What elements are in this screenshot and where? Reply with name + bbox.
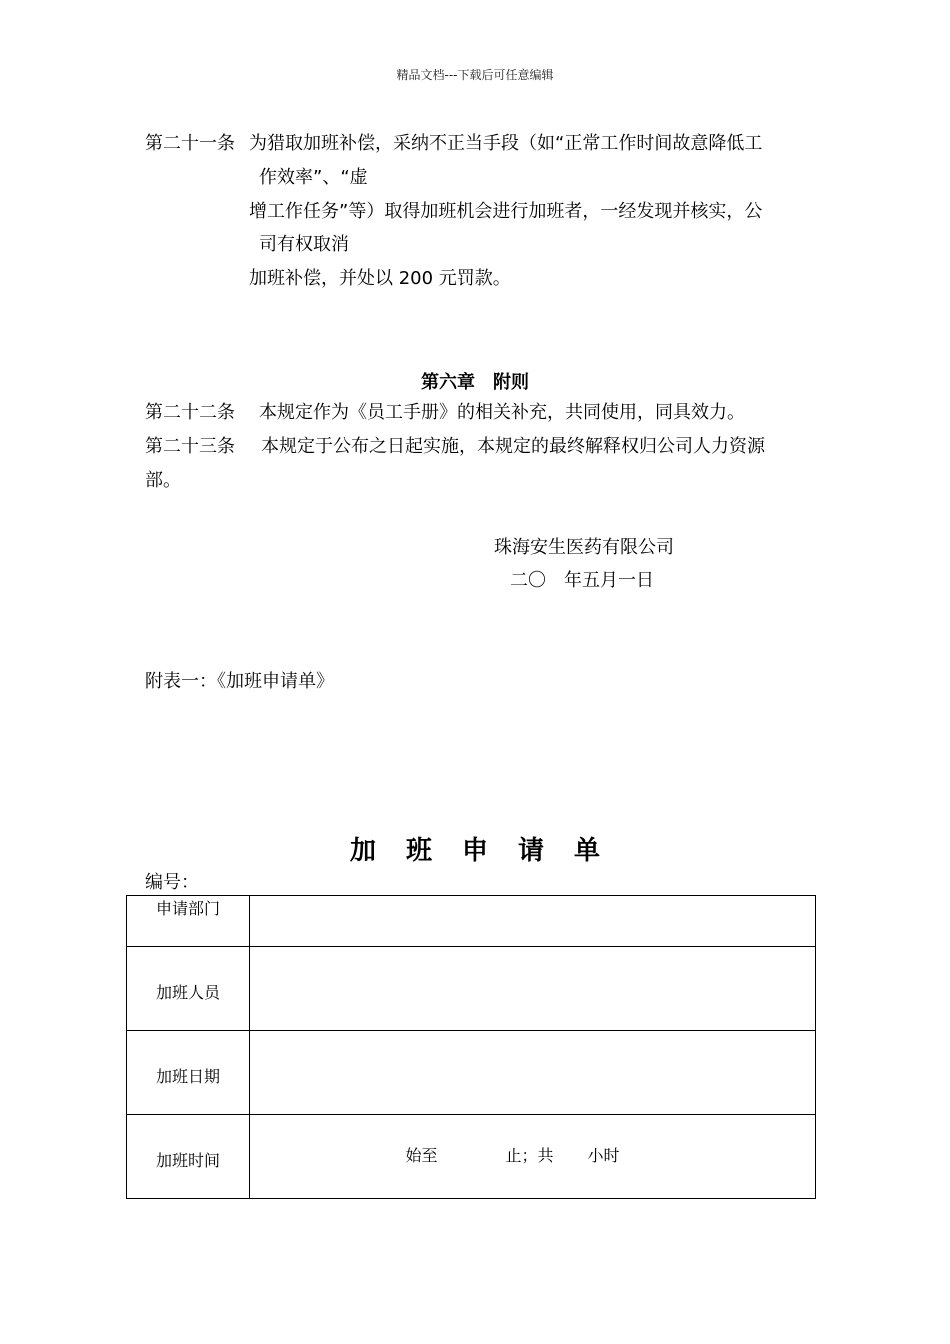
staff-value-cell[interactable] xyxy=(250,947,816,1031)
row-label-staff: 加班人员 xyxy=(127,947,250,1031)
attachment-reference: 附表一：《加班申请单》 xyxy=(145,671,334,692)
overtime-application-table xyxy=(126,895,816,1199)
signature-company: 珠海安生医药有限公司 xyxy=(494,537,674,558)
article-23-line-2: 部。 xyxy=(145,470,181,491)
row-label-time: 加班时间 xyxy=(127,1115,250,1199)
time-start-text: 始至 xyxy=(405,1146,438,1165)
article-21-line-2: 作效率”、“虚 xyxy=(259,167,368,188)
table-row xyxy=(127,896,816,947)
article-21-line-4: 司有权取消 xyxy=(259,234,349,255)
date-value-cell[interactable] xyxy=(250,1031,816,1115)
article-21-line-3: 增工作任务”等）取得加班机会进行加班者，一经发现并核实，公 xyxy=(249,201,763,222)
row-label-date: 加班日期 xyxy=(127,1031,250,1115)
form-number-label: 编号： xyxy=(145,872,199,893)
article-22-label: 第二十二条 xyxy=(145,402,235,423)
article-21-line-5: 加班补偿，并处以 200 元罚款。 xyxy=(249,268,511,289)
article-23-label: 第二十三条 xyxy=(145,436,235,457)
article-23-line-1: 本规定于公布之日起实施，本规定的最终解释权归公司人力资源 xyxy=(261,436,765,457)
article-22-text: 本规定作为《员工手册》的相关补充，共同使用，同具效力。 xyxy=(259,402,745,423)
time-value-cell[interactable] xyxy=(250,1115,816,1199)
article-21-label: 第二十一条 xyxy=(145,133,235,154)
table-row xyxy=(127,947,816,1031)
signature-date: 二〇 年五月一日 xyxy=(510,570,654,591)
page-header: 精品文档---下载后可任意编辑 xyxy=(396,68,554,82)
table-row xyxy=(127,1031,816,1115)
department-value-cell[interactable] xyxy=(250,896,816,947)
row-label-department: 申请部门 xyxy=(127,896,250,947)
chapter-title: 第六章 附则 xyxy=(421,372,529,393)
table-row xyxy=(127,1115,816,1199)
form-title: 加班申请单 xyxy=(349,836,630,866)
article-21-line-1: 为猎取加班补偿，采纳不正当手段（如“正常工作时间故意降低工 xyxy=(249,133,763,154)
time-unit-text: 小时 xyxy=(587,1146,620,1165)
time-end-text: 止；共 xyxy=(505,1146,554,1165)
